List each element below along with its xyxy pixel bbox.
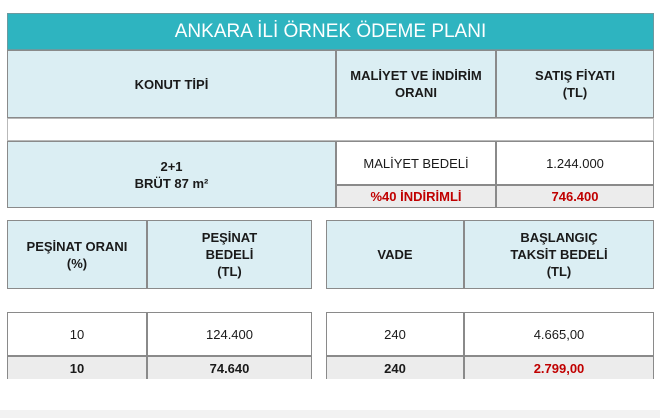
row-1-vade-value: 240 bbox=[384, 326, 406, 342]
row-1-oran-value: 10 bbox=[69, 326, 85, 342]
konut-tipi-cell bbox=[7, 141, 336, 208]
row-2-taksit-value: 2.799,00 bbox=[533, 360, 585, 376]
maliyet-bedeli-value: 1.244.000 bbox=[546, 155, 604, 171]
header-taksit-label: BAŞLANGIÇ TAKSİT BEDELİ (TL) bbox=[510, 230, 608, 279]
indirim-label-cell bbox=[336, 185, 496, 208]
maliyet-bedeli-value-cell bbox=[496, 141, 654, 185]
row-1-bedel-value: 124.400 bbox=[206, 326, 253, 342]
header-satis-fiyati bbox=[496, 50, 654, 118]
header-pesinat-bedeli-label: PEŞİNAT BEDELİ (TL) bbox=[201, 230, 258, 279]
top-table-spacer-row bbox=[7, 118, 654, 141]
table-row-1-taksit bbox=[464, 312, 654, 356]
row-1-taksit-value: 4.665,00 bbox=[533, 326, 585, 342]
header-pesinat-bedeli bbox=[147, 220, 312, 289]
maliyet-bedeli-label: MALİYET BEDELİ bbox=[363, 155, 469, 171]
bottom-band bbox=[0, 410, 660, 418]
header-konut-tipi bbox=[7, 50, 336, 118]
header-pesinat-orani bbox=[7, 220, 147, 289]
header-maliyet-indirim-label: MALİYET VE İNDİRİM ORANI bbox=[350, 68, 482, 100]
table-row-1-oran bbox=[7, 312, 147, 356]
row-2-vade-value: 240 bbox=[384, 360, 406, 376]
table-row-1-vade bbox=[326, 312, 464, 356]
header-vade bbox=[326, 220, 464, 289]
header-maliyet-indirim bbox=[336, 50, 496, 118]
row-2-oran-value: 10 bbox=[69, 360, 85, 376]
indirim-value: 746.400 bbox=[551, 189, 599, 204]
table-row-2-vade bbox=[326, 356, 464, 379]
table-row-2-oran bbox=[7, 356, 147, 379]
table-row-2-bedel bbox=[147, 356, 312, 379]
header-satis-fiyati-label: SATIŞ FİYATI (TL) bbox=[535, 68, 615, 100]
maliyet-bedeli-label-cell bbox=[336, 141, 496, 185]
header-taksit bbox=[464, 220, 654, 289]
konut-tipi-value: 2+1 BRÜT 87 m² bbox=[134, 158, 209, 191]
row-2-bedel-value: 74.640 bbox=[209, 360, 250, 376]
header-vade-label: VADE bbox=[377, 247, 413, 262]
indirim-label: %40 İNDİRİMLİ bbox=[370, 189, 462, 204]
indirim-value-cell bbox=[496, 185, 654, 208]
header-pesinat-orani-label: PEŞİNAT ORANI (%) bbox=[26, 238, 128, 271]
page-title-text: ANKARA İLİ ÖRNEK ÖDEME PLANI bbox=[174, 20, 487, 42]
table-row-2-taksit bbox=[464, 356, 654, 379]
table-row-1-bedel bbox=[147, 312, 312, 356]
header-konut-tipi-label: KONUT TİPİ bbox=[134, 76, 209, 92]
page-title bbox=[7, 13, 654, 50]
